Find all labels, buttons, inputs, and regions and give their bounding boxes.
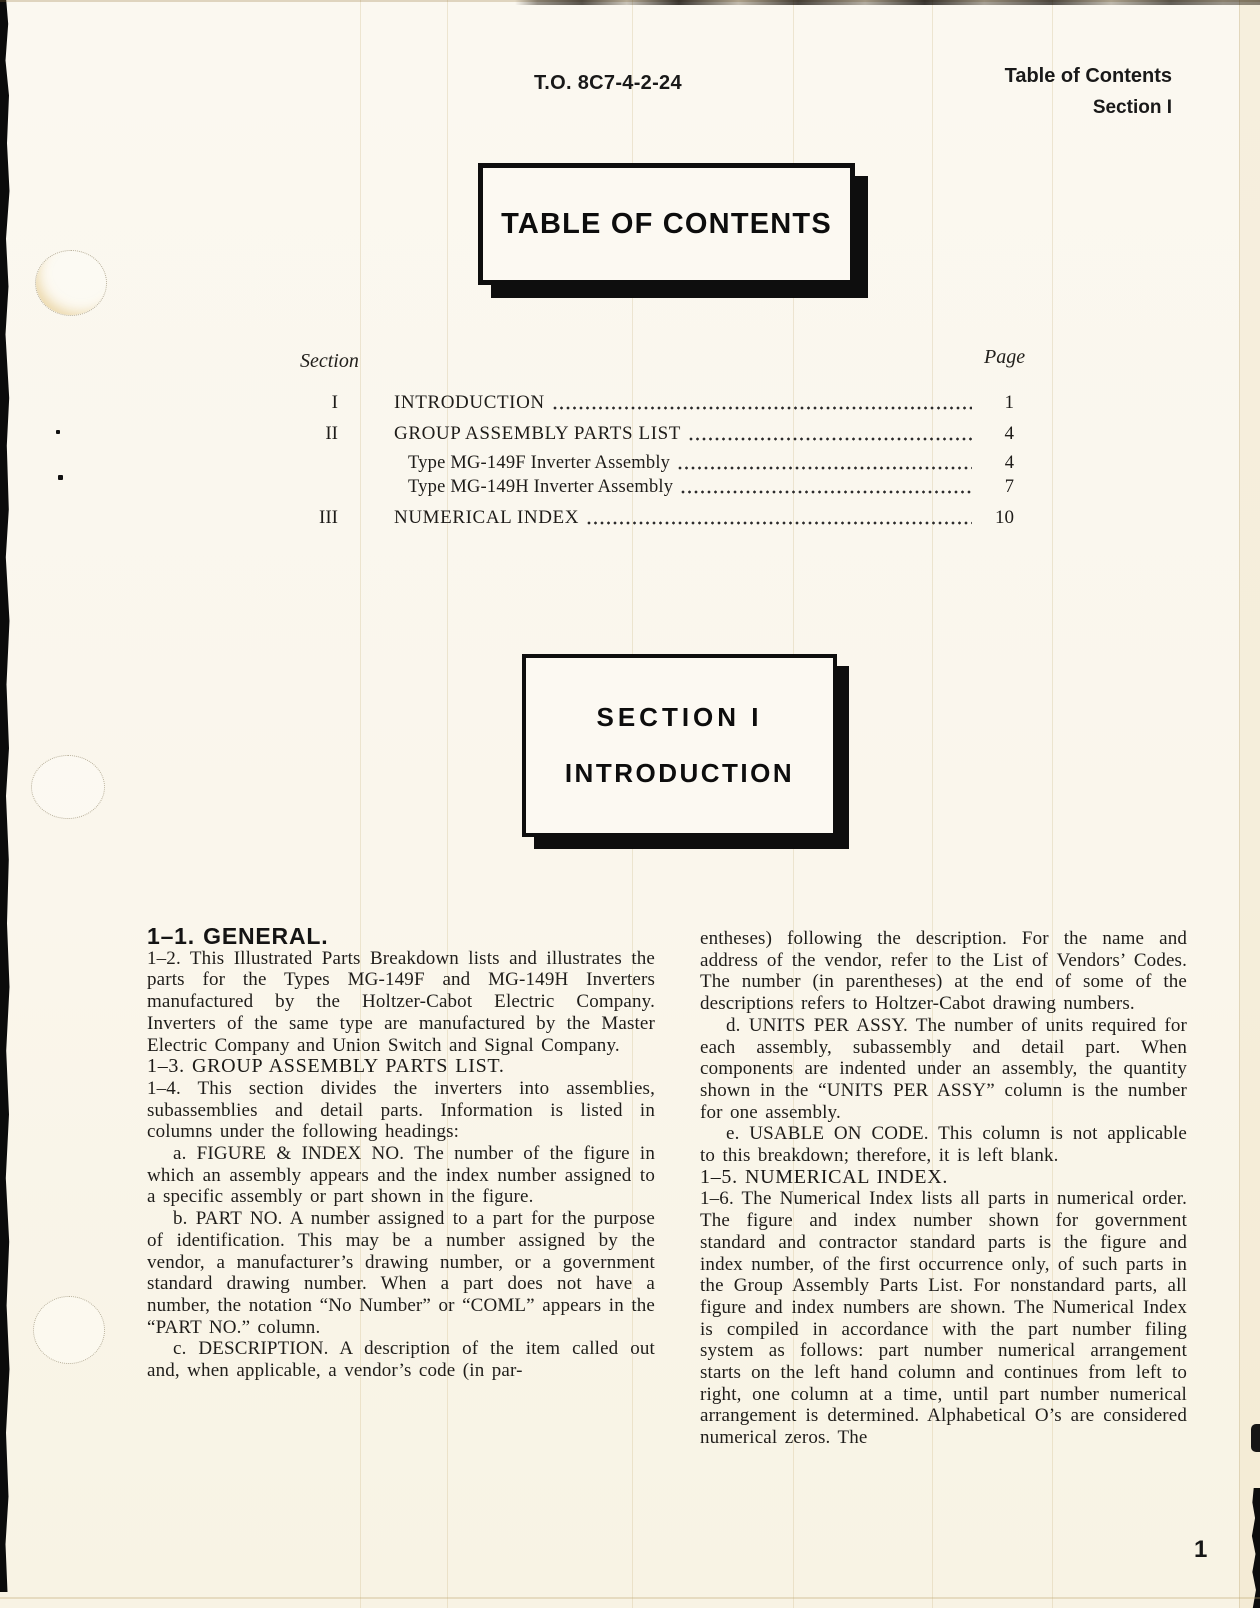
paragraph-1-4: 1–4. This section divides the inverters into assemblies, subassemblies and detail parts. Information is listed in columns under the following headings: xyxy=(147,1077,655,1143)
table-of-contents-title: TABLE OF CONTENTS xyxy=(501,207,832,240)
toc-entry-numeral: I xyxy=(331,392,338,413)
ink-speck xyxy=(56,430,60,434)
toc-entry-title: NUMERICAL INDEX xyxy=(394,507,580,528)
paragraph-e-usable-on-code: e. USABLE ON CODE. This column is not applicable to this breakdown; therefore, it is left blank. xyxy=(700,1123,1187,1167)
dot-leader xyxy=(688,429,972,445)
dot-leader xyxy=(677,458,972,474)
toc-entry-introduction xyxy=(298,392,1014,414)
dot-leader xyxy=(680,482,972,498)
toc-entry-page: 4 xyxy=(1004,423,1014,444)
toc-entry-group-assembly xyxy=(298,423,1014,445)
punch-hole xyxy=(33,1296,105,1364)
scan-edge-left-mark xyxy=(0,0,10,1592)
table-of-contents-list xyxy=(298,344,1014,544)
paragraph-c-continued: entheses) following the description. For the name and address of the vendor, refer to the List of Vendors’ Codes. The number (in parentheses) at the end of some of the descriptions refers to Holtzer-Cabot drawing numbers. xyxy=(700,928,1187,1015)
paragraph-1-2: 1–2. This Illustrated Parts Breakdown lists and illustrates the parts for the Types MG-149F and MG-149H Inverters manufactured by the Holtzer-Cabot Electric Company. Inverters of the same type are manufactured by the Master Electric Company and Union Switch and Signal Company. xyxy=(147,947,655,1056)
toc-entry-numerical-index xyxy=(298,507,1014,529)
toc-entry-title: INTRODUCTION xyxy=(394,392,545,413)
toc-entry-page: 1 xyxy=(1004,392,1014,413)
toc-subentry-mg149f xyxy=(298,453,1014,474)
section-1-subheading: INTRODUCTION xyxy=(564,758,795,788)
punch-hole xyxy=(31,755,105,819)
paragraph-d-units-per-assy: d. UNITS PER ASSY. The number of units required for each assembly, subassembly and detail part. When components are indented under an assembly, the quantity shown in the “UNITS PER ASSY” column is the number for one assembly. xyxy=(700,1014,1187,1123)
punch-hole xyxy=(35,250,107,316)
scan-edge-right-blot xyxy=(1251,1424,1260,1452)
toc-subentry-mg149h xyxy=(298,477,1014,498)
toc-entry-page: 4 xyxy=(1004,453,1014,473)
paragraph-1-6: 1–6. The Numerical Index lists all parts in numerical order. The figure and index number shown for government standard and contractor standard parts is the figure and index number, of the first occurrence only, of such parts in the Group Assembly Parts List. For nonstandard parts, all figure and index numbers are shown. The Numerical Index is compiled in accordance with the part number filing system as follows: part number numerical arrangement starts on the left hand column and continues from left to right, one column at a time, until part number numerical arrangement is determined. Alphabetical O’s are considered numerical zeros. The xyxy=(700,1188,1187,1449)
toc-entry-page: 10 xyxy=(995,507,1014,528)
paragraph-c-description: c. DESCRIPTION. A description of the item called out and, when applicable, a vendor’s code (in par- xyxy=(147,1338,655,1382)
page-number: 1 xyxy=(1194,1536,1208,1563)
toc-entry-title: Type MG-149F Inverter Assembly xyxy=(408,453,671,473)
heading-1-5-numerical-index: 1–5. NUMERICAL INDEX. xyxy=(700,1165,949,1188)
toc-entry-numeral: III xyxy=(319,507,338,528)
to-number: T.O. 8C7-4-2-24 xyxy=(534,72,682,94)
scan-edge-top-mark xyxy=(515,0,1260,5)
toc-section-column-header: Section xyxy=(300,350,359,372)
paragraph-b-part-no: b. PART NO. A number assigned to a part for the purpose of identification. This may be a number assigned by the vendor, a manufacturer’s drawing number, or a government standard drawing number. When a part does not have a number, the notation “No Number” or “COML” appears in the “PART NO.” column. xyxy=(147,1208,655,1338)
toc-page-column-header: Page xyxy=(984,346,1026,368)
ink-speck xyxy=(58,475,63,480)
scan-edge-tint xyxy=(1240,0,1260,1608)
dot-leader xyxy=(586,513,972,529)
header-doc-title: Table of Contents xyxy=(1004,65,1172,87)
toc-entry-title: GROUP ASSEMBLY PARTS LIST xyxy=(394,423,682,444)
heading-1-1-general: 1–1. GENERAL. xyxy=(147,923,329,949)
header-section-label: Section I xyxy=(1092,97,1172,118)
section-1-title-box xyxy=(522,654,837,837)
heading-1-3-group-assembly: 1–3. GROUP ASSEMBLY PARTS LIST. xyxy=(147,1055,505,1078)
body-column-right xyxy=(700,928,1187,1449)
table-of-contents-title-box xyxy=(478,163,855,285)
paragraph-a-figure-index: a. FIGURE & INDEX NO. The number of the figure in which an assembly appears and the index number assigned to a specific assembly or part shown in the figure. xyxy=(147,1143,655,1208)
toc-entry-title: Type MG-149H Inverter Assembly xyxy=(408,477,674,497)
scan-edge-bottom-line xyxy=(0,1597,1260,1599)
dot-leader xyxy=(552,398,972,414)
section-1-heading: SECTION I xyxy=(596,702,763,732)
toc-entry-page: 7 xyxy=(1004,477,1014,497)
toc-entry-numeral: II xyxy=(325,423,338,444)
body-column-left xyxy=(147,923,655,1382)
